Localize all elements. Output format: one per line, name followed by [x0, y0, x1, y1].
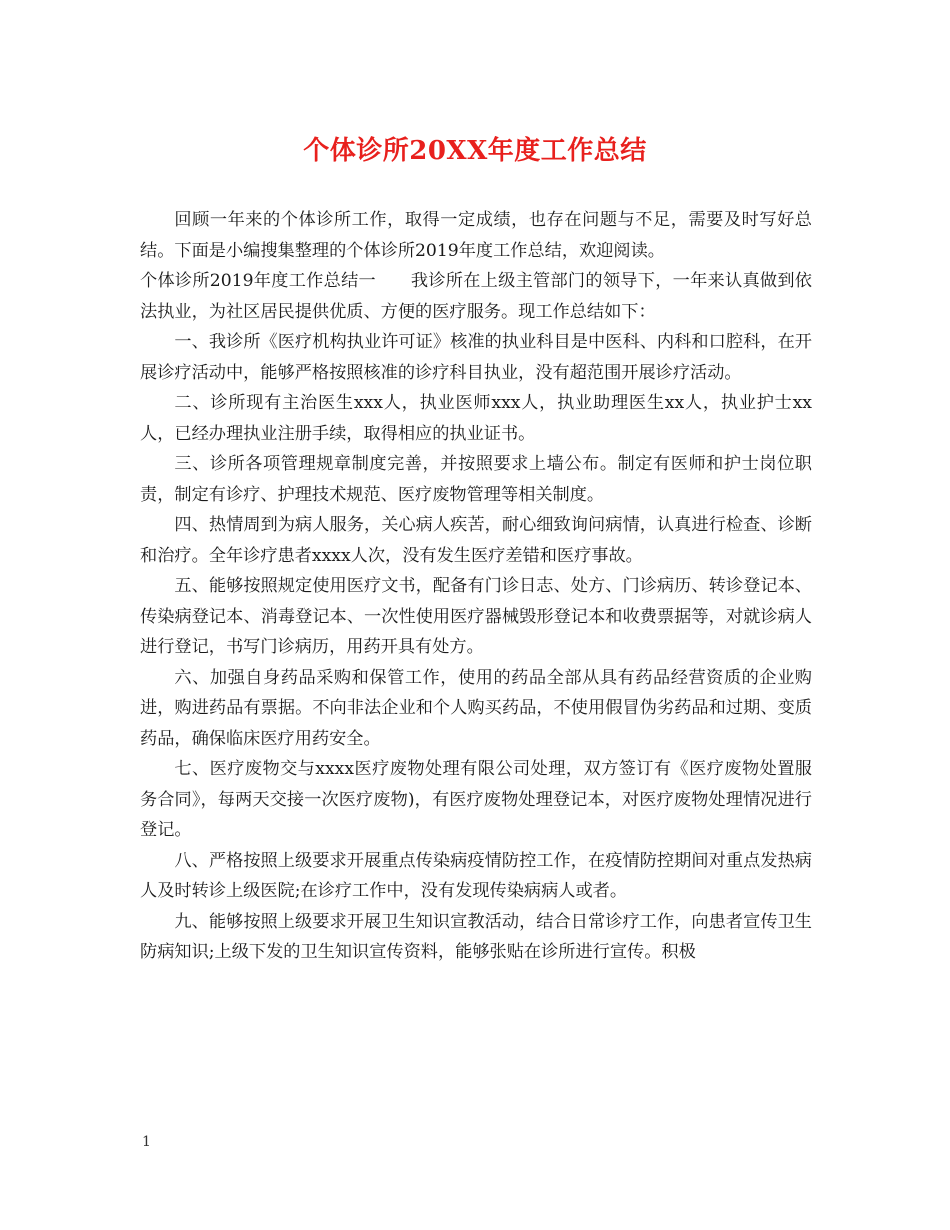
document-title: 个体诊所20XX年度工作总结: [303, 136, 647, 166]
paragraph-item-5: 五、能够按照规定使用医疗文书，配备有门诊日志、处方、门诊病历、转诊登记本、传染病登记本、消毒登记本、一次性使用医疗器械毁形登记本和收费票据等，对就诊病人进行登记，书写门诊病历，用药开具有处方。: [140, 576, 812, 657]
page-number: 1: [142, 1134, 151, 1150]
paragraph-summary-heading: 个体诊所2019年度工作总结一 我诊所在上级主管部门的领导下，一年来认真做到依法执业，为社区居民提供优质、方便的医疗服务。现工作总结如下：: [140, 271, 812, 322]
paragraph-item-4: 四、热情周到为病人服务，关心病人疾苦，耐心细致询问病情，认真进行检查、诊断和治疗。全年诊疗患者xxxx人次，没有发生医疗差错和医疗事故。: [140, 515, 812, 566]
paragraph-item-6: 六、加强自身药品采购和保管工作，使用的药品全部从具有药品经营资质的企业购进，购进药品有票据。不向非法企业和个人购买药品，不使用假冒伪劣药品和过期、变质药品，确保临床医疗用药安全。: [140, 667, 812, 749]
paragraph-item-2: 二、诊所现有主治医生xxx人，执业医师xxx人，执业助理医生xx人，执业护士xx人，已经办理执业注册手续，取得相应的执业证书。: [140, 393, 812, 444]
paragraph-item-9: 九、能够按照上级要求开展卫生知识宣教活动，结合日常诊疗工作，向患者宣传卫生防病知识;上级下发的卫生知识宣传资料，能够张贴在诊所进行宣传。积极: [140, 911, 812, 962]
paragraph-item-8: 八、严格按照上级要求开展重点传染病疫情防控工作，在疫情防控期间对重点发热病人及时转诊上级医院;在诊疗工作中，没有发现传染病病人或者。: [140, 850, 812, 901]
paragraph-item-1: 一、我诊所《医疗机构执业许可证》核准的执业科目是中医科、内科和口腔科，在开展诊疗活动中，能够严格按照核准的诊疗科目执业，没有超范围开展诊疗活动。: [140, 332, 812, 383]
document-body: [140, 205, 812, 968]
paragraph-item-3: 三、诊所各项管理规章制度完善，并按照要求上墙公布。制定有医师和护士岗位职责，制定有诊疗、护理技术规范、医疗废物管理等相关制度。: [140, 454, 812, 505]
paragraph-intro: 回顾一年来的个体诊所工作，取得一定成绩，也存在问题与不足，需要及时写好总结。下面是小编搜集整理的个体诊所2019年度工作总结，欢迎阅读。: [140, 210, 812, 261]
paragraph-item-7: 七、医疗废物交与xxxx医疗废物处理有限公司处理，双方签订有《医疗废物处置服务合同》，每两天交接一次医疗废物)，有医疗废物处理登记本，对医疗废物处理情况进行登记。: [140, 759, 812, 840]
